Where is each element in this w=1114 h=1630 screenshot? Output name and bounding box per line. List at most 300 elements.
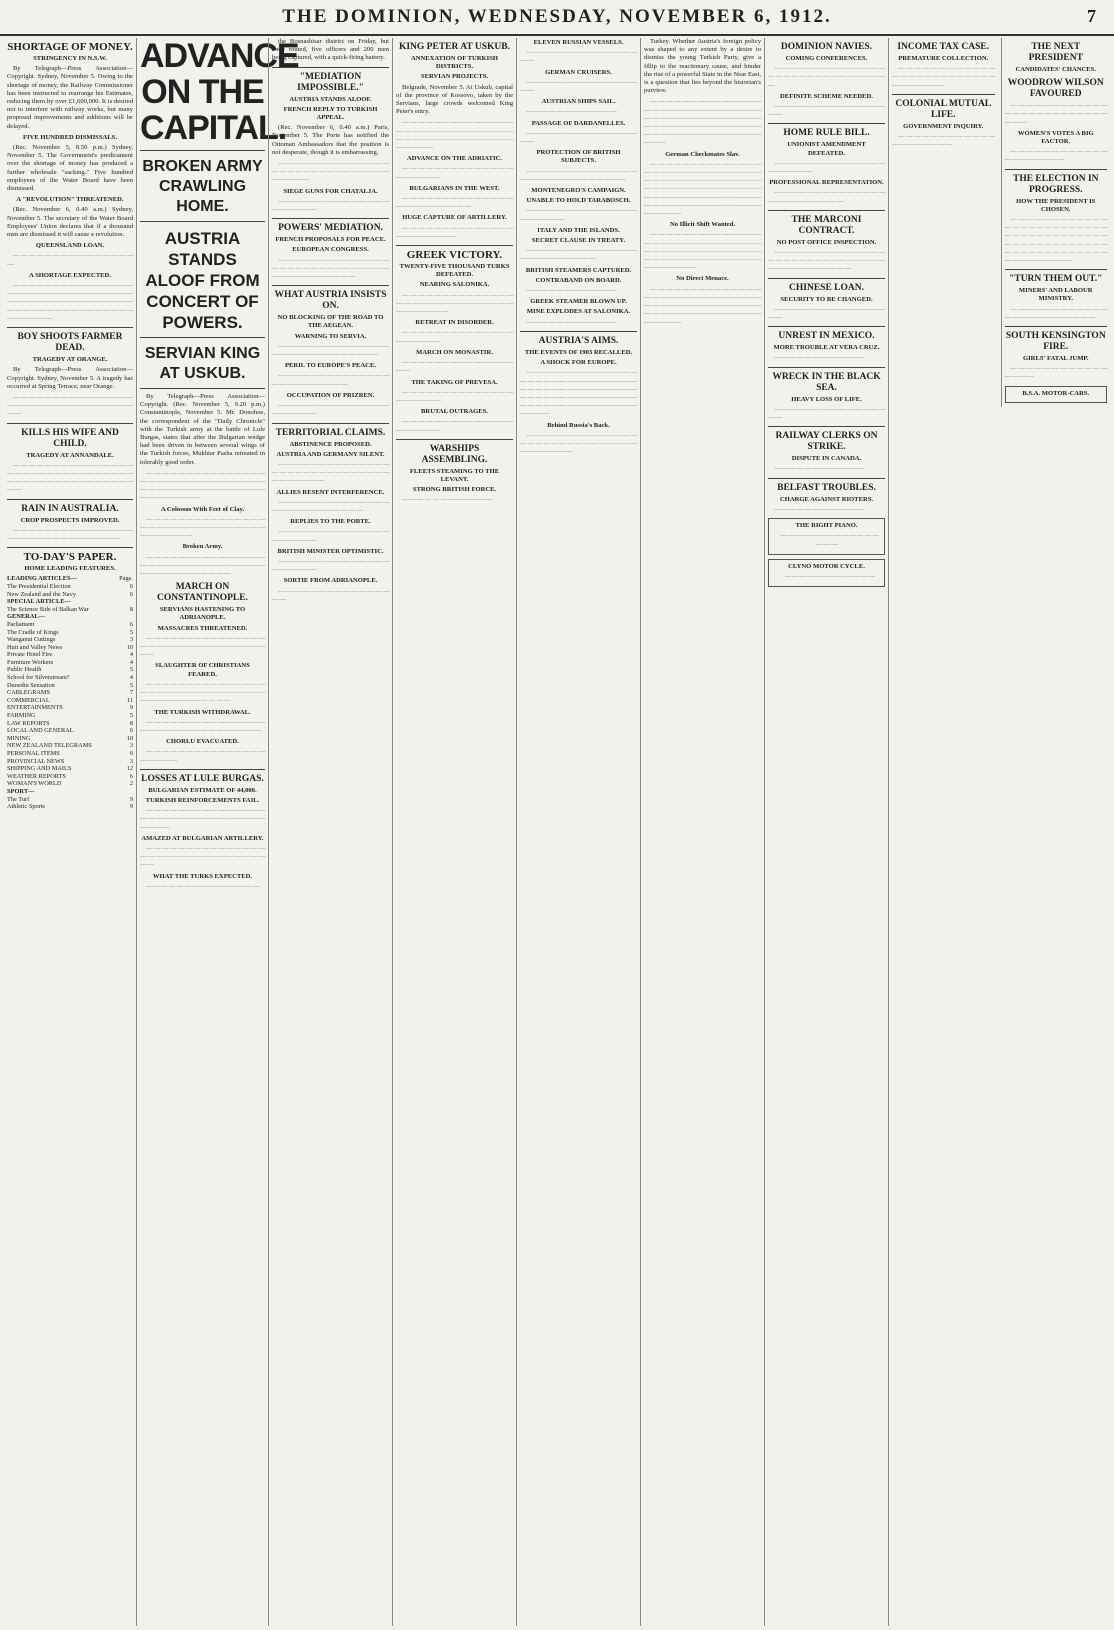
paragraph-filler: — — — — — — — — — — — — — — — — (7, 252, 133, 268)
toc-label: CABLEGRAMS (7, 689, 51, 697)
subhead: GIRLS' FATAL JUMP. (1022, 355, 1089, 363)
subhead: STRINGENCY IN N.S.W. (33, 55, 107, 62)
subhead: A Colossus With Feet of Clay. (160, 505, 245, 513)
toc-row (7, 659, 133, 667)
paragraph-filler: — — — — — — — — — — — — — — — — (396, 359, 513, 375)
toc-page: 10 (126, 643, 133, 651)
toc-page: 3 (129, 742, 133, 750)
subhead: FRENCH REPLY TO TURKISH APPEAL. (283, 105, 378, 122)
subhead: WOMEN'S VOTES A BIG FACTOR. (1017, 129, 1094, 146)
toc-page: 5 (129, 712, 133, 720)
toc-label: Athletic Sports (7, 803, 45, 811)
subhead: SERVIANS HASTENING TO ADRIANOPLE. (159, 606, 246, 622)
toc-label: WEATHER REPORTS (7, 772, 66, 780)
divider (140, 150, 265, 151)
paragraph-filler: — — — — — — — — — — — — — — — — — — — — — — — — — — — — — — — — — — — — (396, 291, 513, 316)
paragraph-filler: — — — — — — — — — — — — — — — — — — — — — — — — — — — — — — — — — — — — (520, 431, 637, 456)
headline: HOME RULE BILL. (783, 128, 870, 139)
subhead: HOW THE PRESIDENT IS CHOSEN. (1016, 197, 1096, 213)
subhead: CROP PROSPECTS IMPROVED. (20, 516, 120, 524)
headline: WOODROW WILSON FAVOURED (1007, 78, 1104, 100)
headline: UNREST IN MEXICO. (778, 331, 875, 342)
column-3 (268, 38, 392, 1626)
column-1 (4, 38, 136, 1626)
paragraph: By Telegraph—Press Association—Copyright. Sydney, November 5. Owing to the shortage of money, the Railway Commissioner has been instructed to rearrange his Estimates, reducing them by over £1,600,000. It is desired not to interfere with railway works, but many proposed improvements and additions will be delayed. (7, 65, 133, 130)
subhead: WHAT THE TURKS EXPECTED. (152, 872, 253, 880)
paragraph-filler: — — — — — — — — — — — — (526, 287, 617, 295)
subhead: MONTENEGRO'S CAMPAIGN. (531, 187, 626, 195)
paragraph-filler: — — — — — — — — — — — — — — — — — — — — (396, 165, 513, 181)
toc-page: 4 (129, 674, 133, 682)
subhead: CHARGE AGAINST RIOTERS. (779, 495, 874, 503)
toc-row (7, 613, 133, 621)
subhead: PASSAGE OF DARDANELLES. (531, 119, 626, 127)
subhead: CONTRABAND ON BOARD. (535, 276, 622, 284)
subhead: GOVERNMENT INQUIRY. (903, 122, 984, 130)
subhead: RETREAT IN DISORDER. (415, 319, 494, 327)
paragraph: By Telegraph—Press Association—Copyright. Sydney, November 5. A tragedy has occurred at Spring Terrace, near Orange. (7, 366, 133, 390)
headline: WHAT AUSTRIA INSISTS ON. (274, 290, 387, 312)
divider (7, 499, 133, 500)
column-2 (136, 37, 299, 1626)
paragraph-filler: — — — — — — — — — — — — — — — — — — — — (396, 388, 513, 404)
toc-label: SHIPPING AND MAILS (7, 765, 72, 773)
subhead: A "REVOLUTION" THREATENED. (16, 196, 124, 204)
subhead: FLEETS STEAMING TO THE LEVANT. (409, 467, 500, 483)
divider (272, 218, 389, 219)
toc-page: 7 (129, 689, 133, 697)
subhead: MORE TROUBLE AT VERA CRUZ. (773, 344, 880, 352)
toc-label: FARMING (7, 712, 36, 720)
paragraph: Belgrade, November 5. At Uskub, capital of the province of Kossovo, taken by the Servians, large crowds welcomed King Peter's entry. (396, 83, 513, 116)
subhead: EUROPEAN CONGRESS. (292, 246, 369, 254)
paragraph-filler: — — — — — — — — — — — — — — — — — — — — (272, 402, 389, 418)
toc-label: SPORT— (7, 787, 35, 795)
paragraph-filler: — — — — — — — — — — — — — — — — — — — — — — — — — — — — (1004, 102, 1107, 126)
subhead: SECRET CLAUSE IN TREATY. (531, 237, 626, 245)
toc-row (7, 750, 133, 758)
subhead: MINERS' AND LABOUR MINISTRY. (1018, 287, 1093, 303)
column-7 (764, 38, 888, 1626)
paragraph-filler: — — — — — — — — — — — — (774, 354, 865, 362)
subhead: SERVIAN PROJECTS. (420, 73, 489, 81)
toc-row (7, 636, 133, 644)
toc-label: The Cradle of Kings (7, 628, 59, 636)
paragraph-filler: — — — — — — — — — — — — — — — — — — — — — — — — — — — — — — — — — — — — — — — — — — — — — — — — — — — — — — — — — — — — — — — — — — — — — — — — — — — — — (644, 98, 761, 147)
toc-page: 3 (129, 636, 133, 644)
toc-page: 6 (129, 772, 133, 780)
headline: KILLS HIS WIFE AND CHILD. (21, 427, 119, 449)
paragraph-filler: — — — — — — — — — — — — — — — — — — — — — — — — — — — — — — — — — — — (140, 807, 265, 831)
subhead: HUGE CAPTURE OF ARTILLERY. (402, 214, 507, 222)
toc-label: COMMERCIAL (7, 696, 50, 704)
toc-page: 10 (126, 734, 133, 742)
headline: POWERS' MEDIATION. (278, 223, 383, 234)
subhead: COMING CONFERENCES. (785, 55, 868, 62)
subhead: ELEVEN RUSSIAN VESSELS. (533, 39, 624, 46)
toc-row (7, 727, 133, 735)
subhead: BRITISH STEAMERS CAPTURED. (525, 266, 632, 274)
subhead: PROFESSIONAL REPRESENTATION. (769, 179, 884, 187)
toc-page: 9 (129, 704, 133, 712)
toc-label: The Science Side of Balkan War (7, 605, 89, 613)
subhead: CHORLU EVACUATED. (166, 738, 239, 746)
paragraph-filler: — — — — — — — — — — — — — — — — — — — — (272, 557, 389, 574)
paragraph-filler: — — — — — — — — — — — — — — — — — — — — — — — — — — — — — — — — — — — — — — — — — — — — — — — — — — — — — — — — — — — — — — — — — — (644, 231, 761, 272)
paragraph-filler: — — — — — — — — — — — — — — — — — — — — — — — — — — — — (272, 342, 389, 359)
toc-row (7, 583, 133, 591)
paragraph-filler: — — — — — — — — — — — — — — — — — — — — — — — — — — — — — — — — — — — — — — — — — — — — — — — — — — — — — — — — — — — — — — — — — — — — — — — — — (1004, 216, 1107, 265)
toc-row (7, 674, 133, 682)
subhead: UNIONIST AMENDMENT DEFEATED. (787, 141, 866, 157)
paragraph-filler: — — — — — — — — — — — — — — — — (780, 532, 879, 548)
toc-row (7, 606, 133, 614)
subhead: THE EVENTS OF 1903 RECALLED. (524, 348, 633, 356)
subhead: TRAGEDY AT ORANGE. (32, 356, 108, 364)
paragraph-filler: — — — — — — — — — — — — — — — — — — — — — — (396, 224, 513, 240)
subhead: BRUTAL OUTRAGES. (421, 408, 488, 416)
subhead: SLAUGHTER OF CHRISTIANS FEARED. (155, 662, 250, 678)
subhead: A SHORTAGE EXPECTED. (29, 271, 111, 279)
headline: GREEK VICTORY. (406, 249, 503, 262)
divider (768, 367, 885, 368)
toc-row (7, 591, 133, 599)
divider (768, 278, 885, 279)
toc-label: PERSONAL ITEMS (7, 750, 60, 757)
toc-label: New Zealand and the Navy (7, 590, 76, 598)
paragraph-filler: — — — — — — — — — — — — — — — — — — — — — — — — — — — — — — — — — — — — — — — — — — — (140, 553, 265, 578)
subhead: AMAZED AT BULGARIAN ARTILLERY. (141, 834, 264, 842)
headline: CHINESE LOAN. (789, 282, 864, 293)
subhead: ALLIES RESENT INTERFERENCE. (276, 488, 385, 496)
subhead: Broken Army. (182, 543, 223, 551)
subhead: SIEGE GUNS FOR CHATALJA. (283, 187, 378, 195)
divider (520, 331, 637, 332)
toc-label: Furniture Workers (7, 658, 54, 666)
toc-page: 2 (129, 780, 133, 788)
paragraph-filler: — — — — — — — — — — — — — — — — — — — — — — — — (768, 189, 885, 205)
subhead: NEARING SALONIKA. (419, 281, 490, 289)
toc-row (7, 629, 133, 637)
paragraph-filler: — — — — — — — — — — — — — — — — (768, 305, 885, 322)
paragraph-filler: — — — — — — — — — — — — — — — — — — — — — — — — — — — — — — — — — — — — — — — — — — — — — — — — — (396, 119, 513, 152)
divider (768, 210, 885, 211)
paragraph-filler: — — — — — — — — — — — — — — — — — — — — — — — — — — — — — — — — — — — — — — — — — — — — — — — — — — — — — — — — — — — — — — — — (644, 285, 761, 326)
toc-page: 8 (129, 719, 133, 727)
subhead: SECURITY TO BE CHANGED. (780, 295, 873, 303)
toc-page: 4 (129, 651, 133, 659)
paragraph-filler: — — — — — — — — — — — — — — — — — — — — — — — — — — — — — — — — — (140, 844, 265, 869)
toc-label: The Presidential Election (7, 582, 71, 590)
headline: INCOME TAX CASE. (897, 42, 990, 52)
toc-label: LOCAL AND GENERAL (7, 727, 74, 735)
toc-row (7, 735, 133, 743)
headline: BOY SHOOTS FARMER DEAD. (17, 332, 123, 354)
toc-row (7, 803, 133, 811)
advertisement (768, 559, 885, 587)
headline: TO-DAY'S PAPER. (23, 551, 117, 564)
toc-page: 6 (129, 620, 133, 628)
paragraph: (Rec. November 6, 0.40 a.m.) Sydney, November 5. The secretary of the Water Board Employees' Union declares that if a thousand men are dismissed it will cause a revolution. (7, 206, 133, 239)
paragraph-filler: — — — — — — — — — — — — — — — — — — — — — — — — — — — — — — — — — — — — — — — — — — — — — — — — — — — — — — — (140, 469, 265, 502)
toc-label: Wanganui Cuttings (7, 636, 56, 644)
subhead: QUEENSLAND LOAN. (35, 242, 105, 250)
paragraph-filler: — — — — — — — — — — — — (526, 108, 617, 116)
subcolumn-left (892, 38, 995, 407)
subhead: HEAVY LOSS OF LIFE. (791, 395, 862, 403)
toc-label: PROVINCIAL NEWS (7, 757, 65, 765)
toc-page: Page. (119, 575, 133, 583)
subhead: DEFINITE SCHEME NEEDED. (780, 92, 873, 100)
paragraph-filler: — — — — — — — — — — — — — — — — — — — — — — — — — — (272, 498, 389, 514)
subhead: GERMAN CRUISERS. (545, 68, 612, 76)
toc-row (7, 780, 133, 788)
toc-page: 5 (129, 666, 133, 674)
subhead: OCCUPATION OF PRIZREN. (286, 391, 375, 399)
divider (140, 337, 265, 338)
ad-title: B.S.A. MOTOR-CARS. (1022, 389, 1090, 397)
toc-page: 11 (126, 696, 133, 704)
toc-label: The Turf (7, 795, 30, 803)
divider (272, 423, 389, 424)
headline: COLONIAL MUTUAL LIFE. (895, 98, 992, 120)
headline: MARCH ON CONSTANTINOPLE. (157, 582, 248, 604)
paragraph-filler: — — — — — — — — — — — — — — — — — — — — — — — — — — — — — — — — — — — — — — (140, 515, 265, 540)
banner-headline: ADVANCE ON THE CAPITAL. (140, 37, 299, 147)
divider (396, 439, 513, 440)
masthead (0, 0, 1114, 36)
toc-label: GENERAL— (7, 613, 45, 621)
headline: "TURN THEM OUT." (1009, 274, 1103, 285)
headline: RAIN IN AUSTRALIA. (21, 503, 119, 514)
subhead: TURKISH REINFORCEMENTS FAIL. (145, 796, 260, 804)
subhead: AUSTRIAN SHIPS SAIL. (541, 98, 616, 106)
toc-page: 12 (126, 765, 133, 773)
subhead: THE TAKING OF PREVESA. (411, 378, 498, 386)
subhead: FRENCH PROPOSALS FOR PEACE. (275, 236, 386, 244)
paragraph-filler: — — — — — — — — — — — — — — — — (1004, 365, 1107, 381)
toc-label: Dunedin Sensation (7, 681, 55, 689)
headline: "MEDIATION IMPOSSIBLE." (297, 71, 364, 93)
divider (892, 94, 995, 95)
subhead: FIVE HUNDRED DISMISSALS. (23, 133, 117, 141)
toc-row (7, 788, 133, 796)
headline: LOSSES AT LULE BURGAS. (141, 773, 264, 784)
subhead: MARCH ON MONASTIR. (416, 348, 493, 356)
toc-row (7, 689, 133, 697)
paragraph-filler: — — — — — — — — — — — — — — — — — — — — — — — — — — — — — — — — — — — — — — — — — — — — — — — — — (7, 461, 133, 494)
divider (272, 285, 389, 286)
divider (1005, 326, 1108, 327)
divider (7, 547, 133, 548)
toc-page: 6 (129, 582, 133, 590)
subhead: No Illicit Shift Wanted. (669, 221, 736, 229)
subhead: German Checkmates Slav. (665, 150, 740, 158)
toc-page: 5 (129, 628, 133, 636)
banner-subheadline: AUSTRIA STANDS ALOOF FROM CONCERT OF POWERS. (145, 229, 260, 332)
paragraph-filler: — — — — — — — — — — — — — — — — — — — — — — — — — — — — — — — — — (7, 393, 133, 418)
divider (140, 221, 265, 222)
subhead: BULGARIAN ESTIMATE OF 44,000. (148, 786, 257, 794)
toc-page: 6 (129, 590, 133, 598)
headline: THE MARCONI CONTRACT. (791, 214, 862, 236)
paragraph-filler: — — — — — — — — — — — — (774, 465, 865, 473)
subhead: AUSTRIA STANDS ALOOF. (289, 95, 372, 103)
subhead: BRITISH MINISTER OPTIMISTIC. (277, 547, 384, 555)
headline: SOUTH KENSINGTON FIRE. (1005, 331, 1106, 353)
banner-subheadline: SERVIAN KING AT USKUB. (144, 345, 261, 382)
toc-page: 9 (129, 795, 133, 803)
toc-row (7, 758, 133, 766)
paragraph: the Bosnashisar district on Friday, but were routed, five officers and 200 men being captured, with a quick-firing battery. (272, 38, 389, 62)
headline: KING PETER AT USKUB. (398, 42, 511, 52)
subhead: ADVANCE ON THE ADRIATIC. (407, 155, 502, 163)
paragraph-filler: — — — — — — — — — — — — — — — — (520, 129, 637, 146)
toc-row (7, 773, 133, 781)
paragraph-filler: — — — — — — — — — — — — — — — — — — — — — — — — — — — — — — — — — — — — — — — — — — — — — — — — — — — — — — — — — — — — — — — — — — — — — (7, 282, 133, 322)
toc-row (7, 644, 133, 652)
paragraph-filler: — — — — — — — — — — — — — — — — (768, 103, 885, 119)
subhead: HOME LEADING FEATURES. (24, 565, 116, 573)
paragraph-filler: — — — — — — — — — — — — — — — — — — — — — — — — — — — — — — — — (892, 65, 995, 89)
toc-label: LAW REPORTS (7, 719, 50, 727)
paragraph-filler: — — — — — — — — — — — — — — — — — — — — — — — — (272, 372, 389, 388)
toc-row (7, 651, 133, 659)
toc-row (7, 697, 133, 705)
toc-row (7, 682, 133, 690)
headline: TERRITORIAL CLAIMS. (275, 427, 386, 438)
toc-page: 4 (129, 658, 133, 666)
paragraph-filler: — — — — — — — — — — — — — — — — — — — — (272, 528, 389, 544)
toc-label: Public Health (7, 666, 42, 674)
toc-label: ENTERTAINMENTS (7, 704, 63, 712)
subhead: NO BLOCKING OF THE ROAD TO THE AEGEAN. (277, 314, 384, 330)
toc-row (7, 598, 133, 606)
toc-label: Parliament (7, 620, 35, 628)
headline: DOMINION NAVIES. (780, 42, 873, 52)
toc-row (7, 704, 133, 712)
paragraph-filler: — — — — — — — — — — — — — — — — — — — — — — — — — — — — — — — — — — (272, 160, 389, 184)
toc-row (7, 796, 133, 804)
subhead: BULGARIANS IN THE WEST. (409, 184, 500, 192)
subhead: PROTECTION OF BRITISH SUBJECTS. (536, 149, 621, 165)
column-5 (516, 38, 640, 1626)
subhead: UNABLE TO HOLD TARABOSCH. (526, 197, 631, 205)
subhead: PREMATURE COLLECTION. (898, 55, 989, 62)
toc-row (7, 712, 133, 720)
paragraph-filler: — — — — — — — — — — — — — — — — (272, 587, 389, 603)
divider (768, 478, 885, 479)
toc-page: 8 (129, 605, 133, 613)
paragraph-filler: — — — — — — — — — — — — — — — — — — — — — — — — (1004, 305, 1107, 321)
paragraph: Turkey. Whether Austria's foreign policy was shaped to any extent by a desire to dismiss the young Turkish Party, give a fillip to the reactionary cause, and hinder the rise of a powerful State in the Near East, is a question that lies beyond the historian's purview. (644, 38, 761, 95)
toc-label: MINING (7, 734, 31, 742)
paragraph-filler: — — — — — — — — — — — — — — — (146, 882, 260, 890)
divider (768, 426, 885, 427)
toc-label: Hutt and Valley News (7, 643, 63, 651)
toc-row (7, 742, 133, 750)
subhead: Behind Russia's Back. (547, 421, 610, 429)
paragraph-filler: — — — — — — — — — — — — — — — — — — — — — — — — — — — — — — — — — — — — — — — — — — — — — — — — — — — — — — — — — — — — — — — — — — — — — — — — — — — — — — (520, 369, 637, 418)
toc-label: WOMAN'S WORLD (7, 780, 62, 788)
paragraph-filler: — — — — — — — — — — — — — — — — — — — — (396, 329, 513, 345)
columns (4, 38, 1110, 1626)
paragraph-filler: — — — — — — — — — — — — — — — — — — — — (272, 197, 389, 214)
divider (272, 67, 389, 68)
toc-row (7, 666, 133, 674)
subcolumn-right (1001, 38, 1108, 407)
subhead: ABSTINENCE PROPOSED. (289, 440, 372, 448)
main-banner (140, 37, 299, 384)
headline: THE NEXT PRESIDENT (1028, 42, 1083, 63)
ad-title: CLYNO MOTOR CYCLE. (788, 562, 865, 570)
toc-label: SPECIAL ARTICLE— (7, 598, 71, 606)
subhead: TWENTY-FIVE THOUSAND TURKS DEFEATED. (399, 263, 510, 279)
paragraph-filler: — — — — — — — — — — — — — — — — — — — — — — — — — — — — — — — — — (140, 634, 265, 659)
paragraph-filler: — — — — — — — — — — — — — — — — — — — — — — — — — — — — — — — — — — — — — — — — — — — — — — — — — — — — — — — — — — — — — — — — — — — — — — — — — — — — — — — — — — — — — — — — — — — — — — (644, 160, 761, 218)
subhead: DISPUTE IN CANADA. (791, 455, 862, 463)
paragraph-filler: — — — — — — — — — — — — — — — — — — — — — — — — — — — — — — (768, 65, 885, 89)
paragraph: (Rec. November 5, 8.50 p.m.) Sydney, November 5. The Government's predicament over the shortage of money has produced a further wholesale "sacking." Five hundred employees of the Water Board have been dismissed. (7, 144, 133, 193)
headline: WARSHIPS ASSEMBLING. (421, 443, 488, 465)
paragraph: By Telegraph—Press Association—Copyright. (Rec. November 5, 9.20 p.m.) Constantinople, November 5. Mr. Donohoe, the correspondent of the "Daily Chronicle" with the Turkish army at the battle of Lule Burgas, states that after the Bulgarian wedge had been driven in between several wings of the Turkish forces, Mukhtar Pasha retreated in tolerably good order. (140, 393, 265, 466)
column-4 (392, 38, 516, 1626)
paragraph-filler: — — — — — — — — — — — — — — — — — — — — — — — — — — — — — — — — — — — — (272, 460, 389, 485)
divider (396, 245, 513, 246)
subhead: ANNEXATION OF TURKISH DISTRICTS. (410, 55, 499, 71)
subhead: NO POST OFFICE INSPECTION. (776, 238, 877, 246)
subhead: A SHOCK FOR EUROPE. (540, 359, 617, 367)
toc-page: 5 (129, 681, 133, 689)
subhead: PERIL TO EUROPE'S PEACE. (285, 362, 376, 370)
paragraph-filler: — — — — — — — — — — — — (774, 505, 865, 513)
subhead: CANDIDATES' CHANCES. (1015, 66, 1096, 73)
subhead: MASSACRES THREATENED. (157, 624, 248, 632)
divider (140, 769, 265, 770)
paragraph-filler: — — — — — — — — — — — — — — — — — — — — (1004, 148, 1107, 164)
paragraph-filler: — — — — — — — — — — — — — — — — — — — — — — — — (520, 247, 637, 263)
toc-row (7, 720, 133, 728)
divider (140, 388, 265, 389)
column-6 (640, 38, 764, 1626)
subhead: WARNING TO SERVIA. (294, 332, 367, 340)
toc-row (7, 575, 133, 583)
paragraph: (Rec. November 6, 0.40 a.m.) Paris, November 5. The Porte has notified the Ottoman Ambassadors that the position is not desperate, though it is embarrassing. (272, 124, 389, 156)
paragraph-filler: — — — — — — — — — — — — — — — — — — — — — — — — — — — — — — — (140, 718, 265, 734)
subhead: MINE EXPLODES AT SALONIKA. (526, 308, 631, 316)
paragraph-filler: — — — — — — — — — — — — — — — — — — — — — — — — — — — — — — — — — — — — — — — — — — — (140, 680, 265, 705)
paragraph-filler: — — — — — — — — — — — — — — — — — — — — — — — — — — — — — — — — — — — — — — — — (272, 256, 389, 281)
subhead: REPLIES TO THE PORTE. (290, 518, 371, 526)
banner-subheadline: BROKEN ARMY CRAWLING HOME. (142, 158, 263, 215)
paragraph-filler: — — — — — — — — — — — — (784, 572, 875, 580)
paragraph-filler: — — — — — — — — — — — — (526, 318, 617, 326)
subhead: SORTIE FROM ADRIANOPLE. (283, 577, 378, 585)
divider (1005, 269, 1108, 270)
paragraph-filler: — — — — — — — — — — — — — — — — — — — — — — — — — — — — — — (7, 526, 133, 542)
divider (7, 423, 133, 424)
toc-label: Private Hotel Fire (7, 651, 53, 659)
paragraph-filler: — — — — — — — — — — — — — — — — — — — — (892, 133, 995, 149)
paragraph-filler: — — — — — — — — — — — — (402, 496, 493, 504)
toc-label: NEW ZEALAND TELEGRAMS (7, 742, 92, 750)
divider (1005, 169, 1108, 170)
toc-label: LEADING ARTICLES— (7, 575, 77, 583)
ad-title: THE RIGHT PIANO. (795, 522, 858, 530)
table-of-contents (7, 575, 133, 810)
headline: SHORTAGE OF MONEY. (7, 41, 133, 53)
divider (768, 123, 885, 124)
